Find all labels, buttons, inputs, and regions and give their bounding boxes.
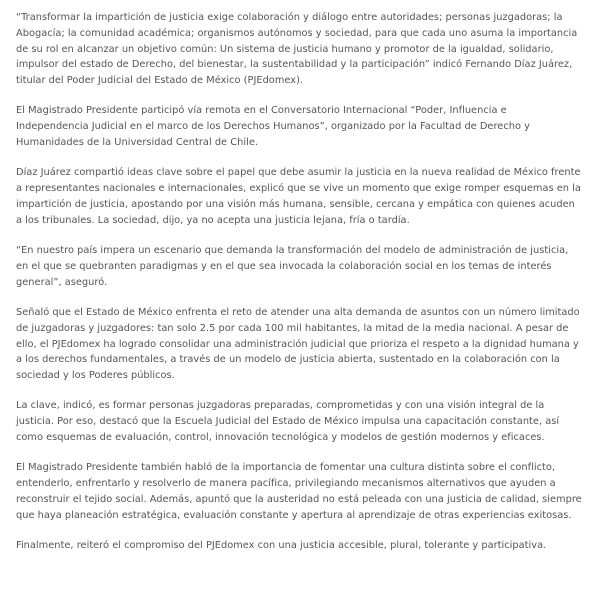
paragraph-8: Finalmente, reiteró el compromiso del PJEdomex con una justicia accesible, plural, tolerante y participativa. xyxy=(16,540,547,552)
paragraph-4: “En nuestro país impera un escenario que demanda la transformación del modelo de administración de justicia, en el que se quebranten paradigmas y en el que sea invocada la colaboración social en los temas de interés general”, aseguró. xyxy=(16,245,569,288)
paragraph-7: El Magistrado Presidente también habló de la importancia de fomentar una cultura distinta sobre el conflicto, entenderlo, enfrentarlo y resolverlo de manera pacífica, privilegiando mecanismos alternativos que ayuden a reconstruir el tejido social. Además, apuntó que la austeridad no está peleada con una justicia de calidad, siempre que haya planeación estratégica, evaluación constante y apertura al aprendizaje de otras experiencias exitosas. xyxy=(16,462,582,521)
paragraph-3: Díaz Juárez compartió ideas clave sobre el papel que debe asumir la justicia en la nueva realidad de México frente a representantes nacionales e internacionales, explicó que se vive un momento que exige romper esquemas en la impartición de justicia, apostando por una visión más humana, sensible, cercana y empática con quienes acuden a los tribunales. La sociedad, dijo, ya no acepta una justicia lejana, fría o tardía. xyxy=(16,167,581,226)
paragraph-6: La clave, indicó, es formar personas juzgadoras preparadas, comprometidas y con una visión integral de la justicia. Por eso, destacó que la Escuela Judicial del Estado de México impulsa una capacitación constante, así como esquemas de evaluación, control, innovación tecnológica y modelos de gestión modernos y eficaces. xyxy=(16,400,560,444)
paragraph-5: Señaló que el Estado de México enfrenta el reto de atender una alta demanda de asuntos con un número limitado de juzgadoras y juzgadores: tan solo 2.5 por cada 100 mil habitantes, la mitad de la media nacional. A pesar de ello, el PJEdomex ha logrado consolidar una administración judicial que prioriza el respeto a la dignidad humana y a los derechos fundamentales, a través de un modelo de justicia abierta, sustentado en la colaboración con la sociedad y los Poderes públicos. xyxy=(16,306,580,382)
paragraph-2: El Magistrado Presidente participó vía remota en el Conversatorio Internacional “Poder, Influencia e Independencia Judicial en el marco de los Derechos Humanos”, organizado por la Facultad de Derecho y Humanidades de la Universidad Central de Chile. xyxy=(16,105,530,149)
article-body xyxy=(16,10,582,568)
paragraph-1: “Transformar la impartición de justicia exige colaboración y diálogo entre autoridades; personas juzgadoras; la Abogacía; la comunidad académica; organismos autónomos y sociedad, para que cada uno asuma la importancia de su rol en alcanzar un objetivo común: Un sistema de justicia humano y promotor de la igualdad, solidario, impulsor del estado de Derecho, del bienestar, la sustentabilidad y la participación” indicó Fernando Díaz Juárez, titular del Poder Judicial del Estado de México (PJEdomex). xyxy=(16,12,578,87)
